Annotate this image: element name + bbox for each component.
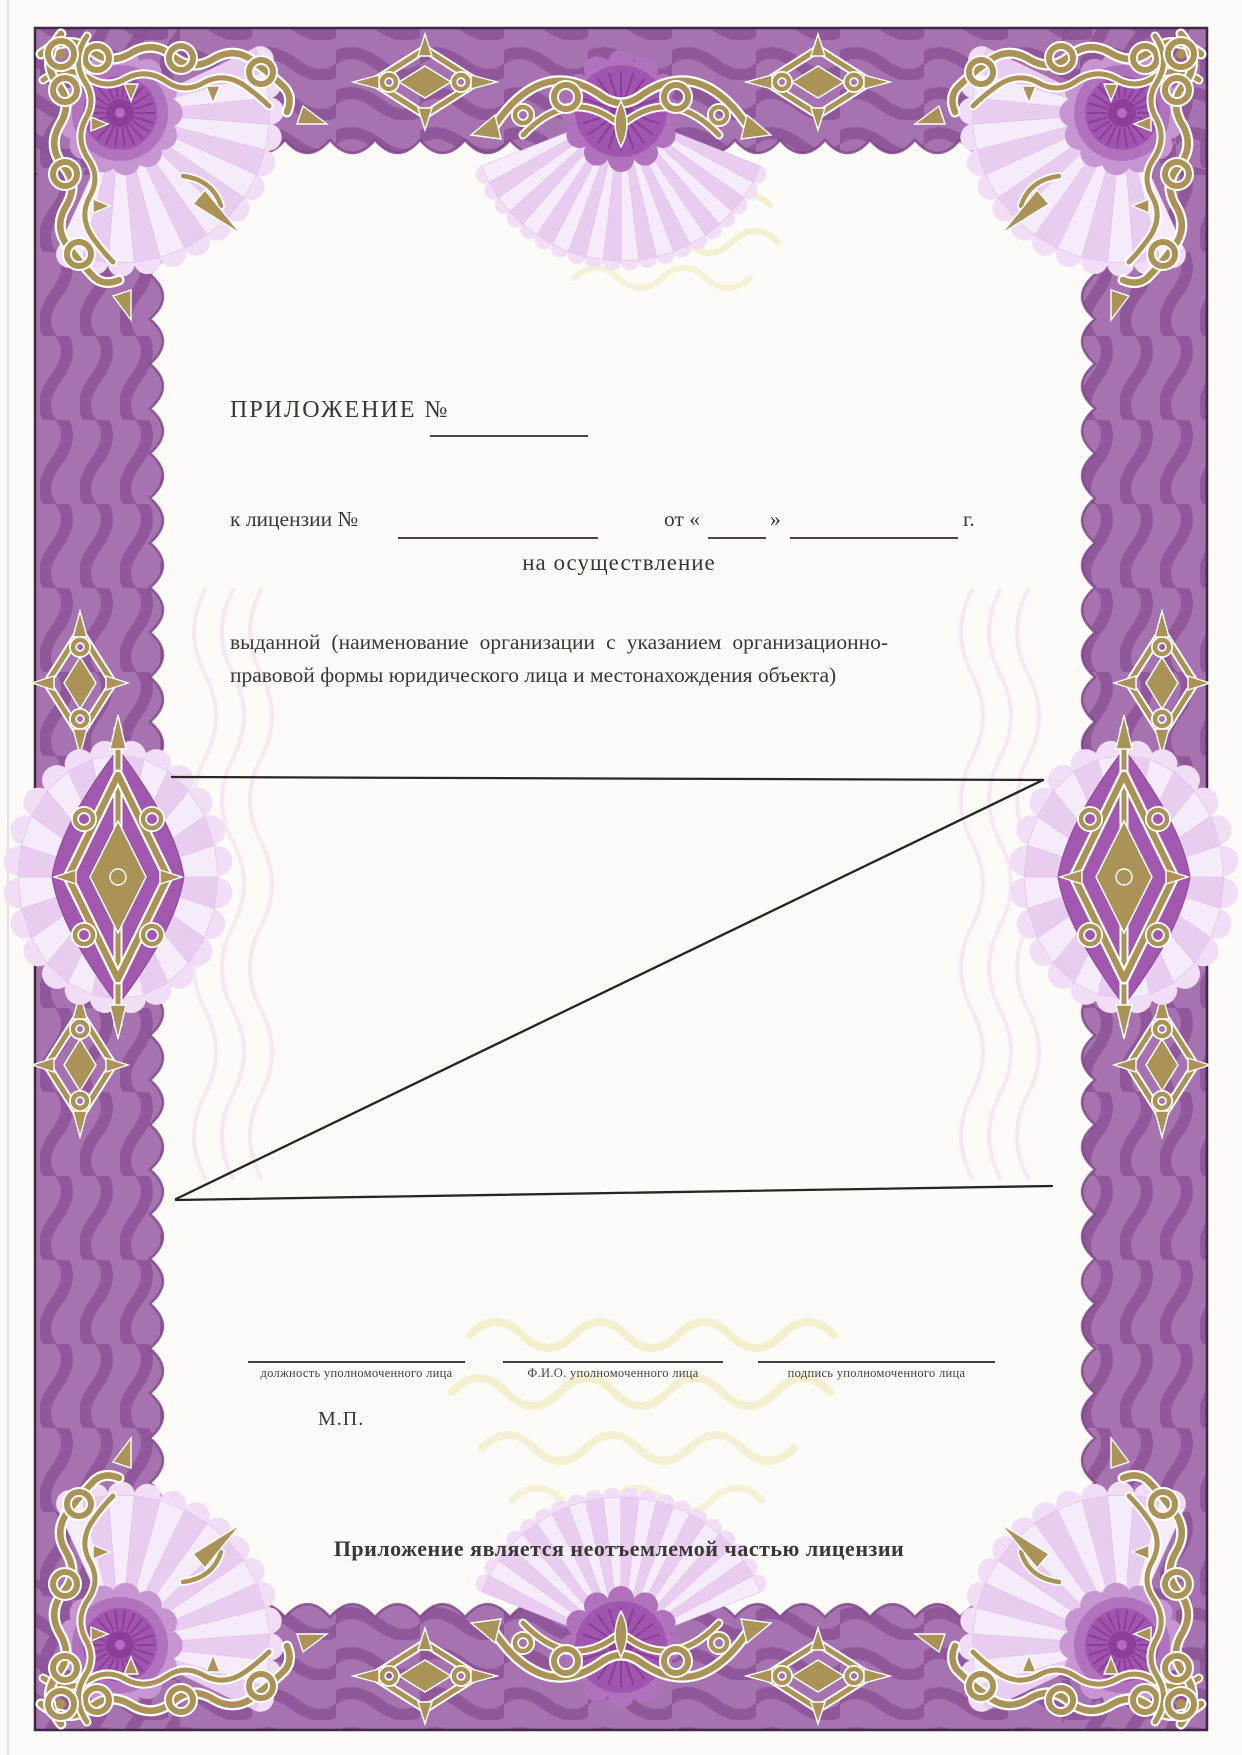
- license-number-blank: [398, 510, 598, 539]
- seal-place-mark: М.П.: [318, 1408, 365, 1430]
- purpose-heading: на осуществление: [522, 550, 716, 575]
- date-day-blank: [708, 510, 766, 539]
- date-from-label: от «: [664, 507, 700, 531]
- appendix-title: ПРИЛОЖЕНИЕ №: [230, 397, 450, 423]
- sig-signature-field: подпись уполномоченного лица: [758, 1361, 995, 1381]
- date-year-blank: [790, 510, 958, 539]
- footer-note: Приложение является неотъемлемой частью лицензии: [333, 1536, 905, 1561]
- void-strike-mark: [172, 777, 1052, 1200]
- issued-to-line2: правовой формы юридического лица и местонахождения объекта): [230, 663, 837, 687]
- strike-top-line: [172, 777, 1043, 780]
- license-number-prefix: к лицензии №: [230, 507, 359, 531]
- date-quote-close: »: [770, 507, 781, 531]
- sig-name-field: Ф.И.О. уполномоченного лица: [503, 1361, 723, 1381]
- strike-bottom-line: [176, 1186, 1052, 1200]
- strike-diagonal-line: [176, 780, 1043, 1199]
- issued-to-paragraph: [230, 626, 888, 692]
- year-suffix: г.: [963, 507, 975, 531]
- sig-position-field: должность уполномоченного лица: [248, 1361, 465, 1381]
- issued-to-line1: выданной (наименование организации с указанием организационно-: [230, 630, 888, 654]
- appendix-number-blank: [430, 408, 588, 437]
